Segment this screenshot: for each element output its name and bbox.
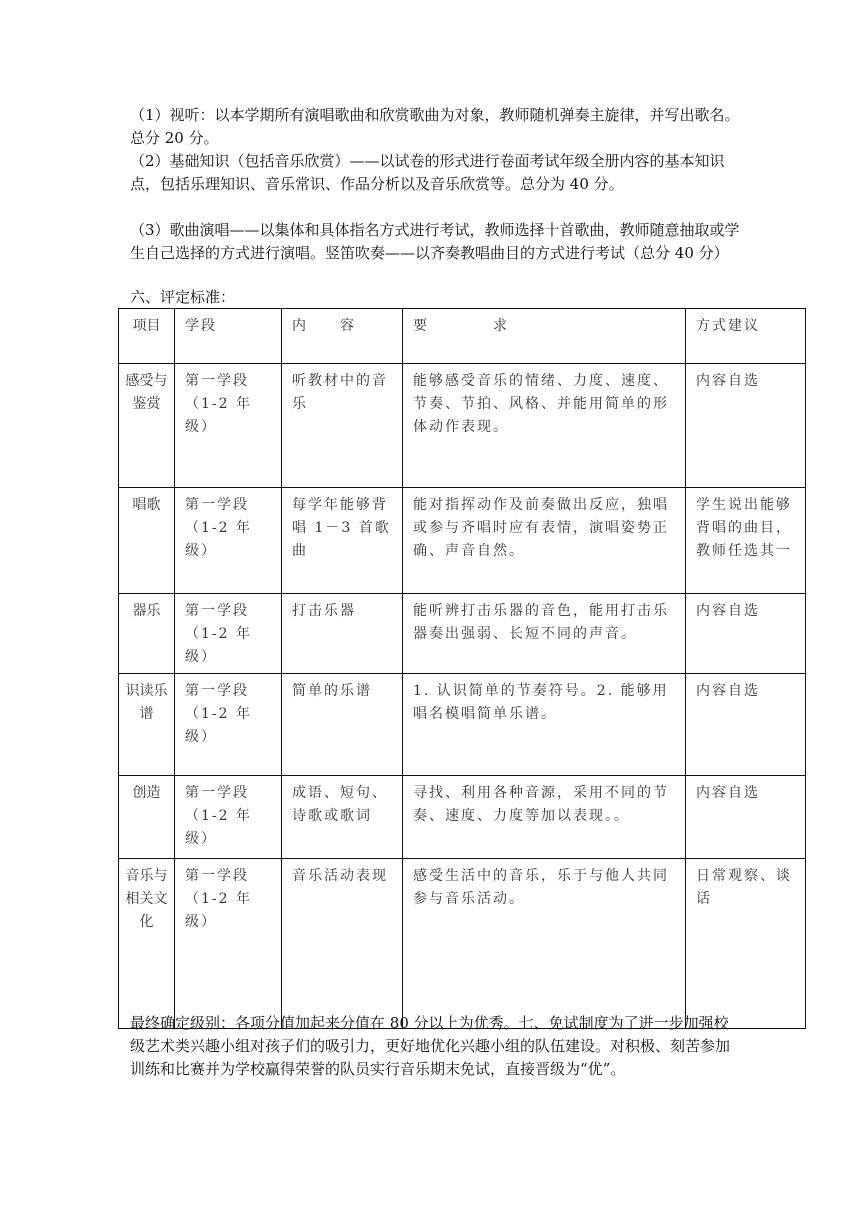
table-header-row <box>119 309 806 364</box>
row-stage: 第一学段（1-2 年级） <box>175 674 282 776</box>
row-content: 每学年能够背唱 1－3 首歌曲 <box>282 488 403 594</box>
row-content: 成语、短句、诗歌或歌词 <box>282 776 403 859</box>
paragraph-listening: （1）视听：以本学期所有演唱歌曲和欣赏歌曲为对象，教师随机弹奏主旋律，并写出歌名。总分 20 分。 <box>130 106 740 147</box>
row-stage: 第一学段（1-2 年级） <box>175 594 282 674</box>
header-item: 项目 <box>119 309 175 364</box>
criteria-table <box>118 308 806 1029</box>
row-requirement: 能够感受音乐的情绪、力度、速度、节奏、节拍、风格、并能用简单的形体动作表现。 <box>403 364 686 488</box>
row-item: 音乐与相关文化 <box>119 859 175 1029</box>
table-row <box>119 594 806 674</box>
final-paragraph: 最终确定级别：各项分值加起来分值在 80 分以上为优秀。七、免试制度为了进一步加强校级艺术类兴趣小组对孩子们的吸引力，更好地优化兴趣小组的队伍建设。对积极、刻苦参加训练和比赛并为学校赢得荣誉的队员实行音乐期末免试，直接晋级为“优”。 <box>130 1014 731 1078</box>
table-row <box>119 488 806 594</box>
table-row <box>119 776 806 859</box>
row-method: 内容自选 <box>686 364 806 488</box>
row-stage: 第一学段（1-2 年级） <box>175 364 282 488</box>
row-requirement: 1. 认识简单的节奏符号。2. 能够用唱名模唱简单乐谱。 <box>403 674 686 776</box>
table-row <box>119 674 806 776</box>
row-requirement: 感受生活中的音乐，乐于与他人共同参与音乐活动。 <box>403 859 686 1029</box>
paragraph-basic-knowledge: （2）基础知识（包括音乐欣赏）——以试卷的形式进行卷面考试年级全册内容的基本知识点，包括乐理知识、音乐常识、作品分析以及音乐欣赏等。总分为 40 分。 <box>130 152 725 193</box>
row-item: 唱歌 <box>119 488 175 594</box>
row-stage: 第一学段（1-2 年级） <box>175 776 282 859</box>
row-item: 识读乐谱 <box>119 674 175 776</box>
row-method: 内容自选 <box>686 776 806 859</box>
row-requirement: 能听辨打击乐器的音色，能用打击乐器奏出强弱、长短不同的声音。 <box>403 594 686 674</box>
row-content: 打击乐器 <box>282 594 403 674</box>
row-content: 简单的乐谱 <box>282 674 403 776</box>
row-method: 日常观察、谈话 <box>686 859 806 1029</box>
section-heading-criteria: 六、评定标准： <box>130 288 236 306</box>
row-item: 创造 <box>119 776 175 859</box>
table-row <box>119 859 806 1029</box>
row-requirement: 寻找、利用各种音源，采用不同的节奏、速度、力度等加以表现。。 <box>403 776 686 859</box>
header-stage: 学段 <box>175 309 282 364</box>
row-stage: 第一学段（1-2 年级） <box>175 859 282 1029</box>
row-item: 器乐 <box>119 594 175 674</box>
row-method: 内容自选 <box>686 674 806 776</box>
row-item: 感受与鉴赏 <box>119 364 175 488</box>
header-content: 内 容 <box>282 309 403 364</box>
header-requirement: 要 求 <box>403 309 686 364</box>
row-stage: 第一学段（1-2 年级） <box>175 488 282 594</box>
row-method: 内容自选 <box>686 594 806 674</box>
header-method: 方式建议 <box>686 309 806 364</box>
paragraph-singing: （3）歌曲演唱——以集体和具体指名方式进行考试，教师选择十首歌曲，教师随意抽取或学生自己选择的方式进行演唱。竖笛吹奏——以齐奏教唱曲目的方式进行考试（总分 40 分） <box>130 221 740 262</box>
row-content: 听教材中的音乐 <box>282 364 403 488</box>
row-content: 音乐活动表现 <box>282 859 403 1029</box>
row-method: 学生说出能够背唱的曲目，教师任选其一 <box>686 488 806 594</box>
row-requirement: 能对指挥动作及前奏做出反应，独唱或参与齐唱时应有表情，演唱姿势正确、声音自然。 <box>403 488 686 594</box>
table-row <box>119 364 806 488</box>
